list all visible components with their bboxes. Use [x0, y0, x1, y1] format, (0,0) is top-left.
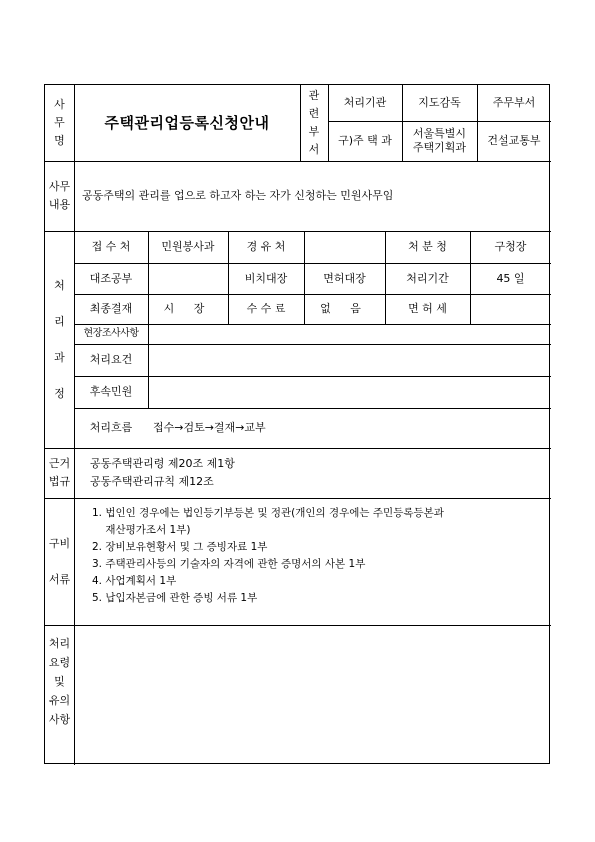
content-label — [45, 161, 74, 231]
document-item: 4. 사업계획서 1부 — [92, 575, 177, 587]
requirements-label: 처리요건 — [89, 353, 133, 366]
ledger-label: 대조공부 — [89, 271, 133, 285]
flow-value: 접수→검토→결재→교부 — [153, 421, 266, 434]
legal-line: 공동주택관리령 제20조 제1항 — [90, 457, 235, 470]
document-item: 재산평가조서 1부) — [92, 524, 191, 536]
documents-label — [45, 498, 74, 625]
process-label-char: 정 — [54, 386, 65, 400]
outside-ledger-label: 비치대장 — [244, 271, 288, 285]
final-approval-label: 최종결재 — [89, 302, 133, 315]
notes-label-line: 사항 — [48, 712, 71, 726]
content-label-line: 사무 — [48, 180, 71, 193]
tax-label: 면 허 세 — [408, 302, 447, 315]
samu-label-char: 명 — [54, 134, 65, 147]
flow-label: 처리흐름 — [89, 421, 133, 434]
related-label-char: 관 — [308, 89, 320, 102]
notes-label — [45, 625, 74, 737]
related-dept-label — [300, 85, 328, 161]
related-label-char: 련 — [308, 107, 320, 120]
processing-agency-value: 구)주 택 과 — [338, 134, 392, 147]
period-label: 처리기간 — [406, 271, 449, 285]
supervision-value-line: 주택기획과 — [412, 141, 467, 154]
legal-line: 공동주택관리규칙 제12조 — [90, 475, 214, 488]
main-dept-value: 건설교통부 — [487, 134, 541, 147]
fee-value: 없 음 — [320, 302, 369, 315]
supervision-head: 지도감독 — [418, 96, 461, 109]
legal-text — [90, 448, 530, 498]
legal-label-line: 근거 — [48, 457, 71, 470]
notes-label-line: 및 — [54, 674, 65, 688]
receipt-label: 접 수 처 — [91, 240, 131, 253]
notes-label-line: 유의 — [48, 693, 71, 707]
followup-label: 후속민원 — [89, 385, 133, 398]
process-label-char: 리 — [54, 314, 65, 328]
document-item: 1. 법인인 경우에는 법인등기부등본 및 정관(개인의 경우에는 주민등록등본과 — [92, 507, 444, 519]
final-approval-value: 시 장 — [163, 302, 213, 315]
outside-ledger-value: 면허대장 — [323, 271, 366, 285]
related-label-char: 부 — [308, 125, 320, 138]
process-label-char: 과 — [54, 350, 65, 364]
content-text: 공동주택의 관리를 업으로 하고자 하는 자가 신청하는 민원사무임 — [82, 189, 394, 202]
period-value: 45 일 — [496, 271, 525, 285]
disposal-value: 구청장 — [494, 240, 527, 253]
tax-value — [470, 294, 551, 324]
ledger-value — [148, 263, 228, 294]
document-item: 2. 장비보유현황서 및 그 증빙자료 1부 — [92, 541, 268, 553]
via-label: 경 유 처 — [246, 240, 286, 253]
via-value — [304, 231, 385, 263]
samu-label-char: 무 — [54, 116, 65, 129]
legal-label — [45, 448, 74, 498]
disposal-label: 처 분 청 — [408, 240, 447, 253]
related-label-char: 서 — [308, 143, 320, 156]
legal-label-line: 법규 — [48, 475, 71, 488]
supervision-value-line: 서울특별시 — [412, 127, 467, 140]
fee-label: 수 수 료 — [246, 302, 286, 315]
samu-label-char: 사 — [54, 98, 65, 111]
main-dept-head: 주무부서 — [492, 96, 536, 109]
application-guide-form — [44, 84, 550, 764]
documents-label-line: 서류 — [48, 572, 71, 586]
document-item: 5. 납입자본금에 관한 증빙 서류 1부 — [92, 592, 258, 604]
notes-label-line: 요령 — [48, 655, 71, 669]
content-label-line: 내용 — [48, 198, 71, 211]
process-label — [45, 231, 74, 448]
notes-label-line: 처리 — [48, 636, 71, 650]
process-label-char: 처 — [54, 278, 65, 292]
documents-label-line: 구비 — [48, 536, 71, 550]
document-item: 3. 주택관리사등의 기술자의 자격에 관한 증명서의 사본 1부 — [92, 558, 366, 570]
documents-list — [92, 505, 548, 607]
receipt-value: 민원봉사과 — [161, 240, 215, 253]
processing-agency-head: 처리기관 — [343, 96, 387, 109]
page-title: 주택관리업등록신청안내 — [104, 114, 270, 132]
supervision-value — [402, 121, 477, 161]
onsite-label: 현장조사사항 — [83, 328, 139, 339]
samu-label — [45, 85, 74, 161]
